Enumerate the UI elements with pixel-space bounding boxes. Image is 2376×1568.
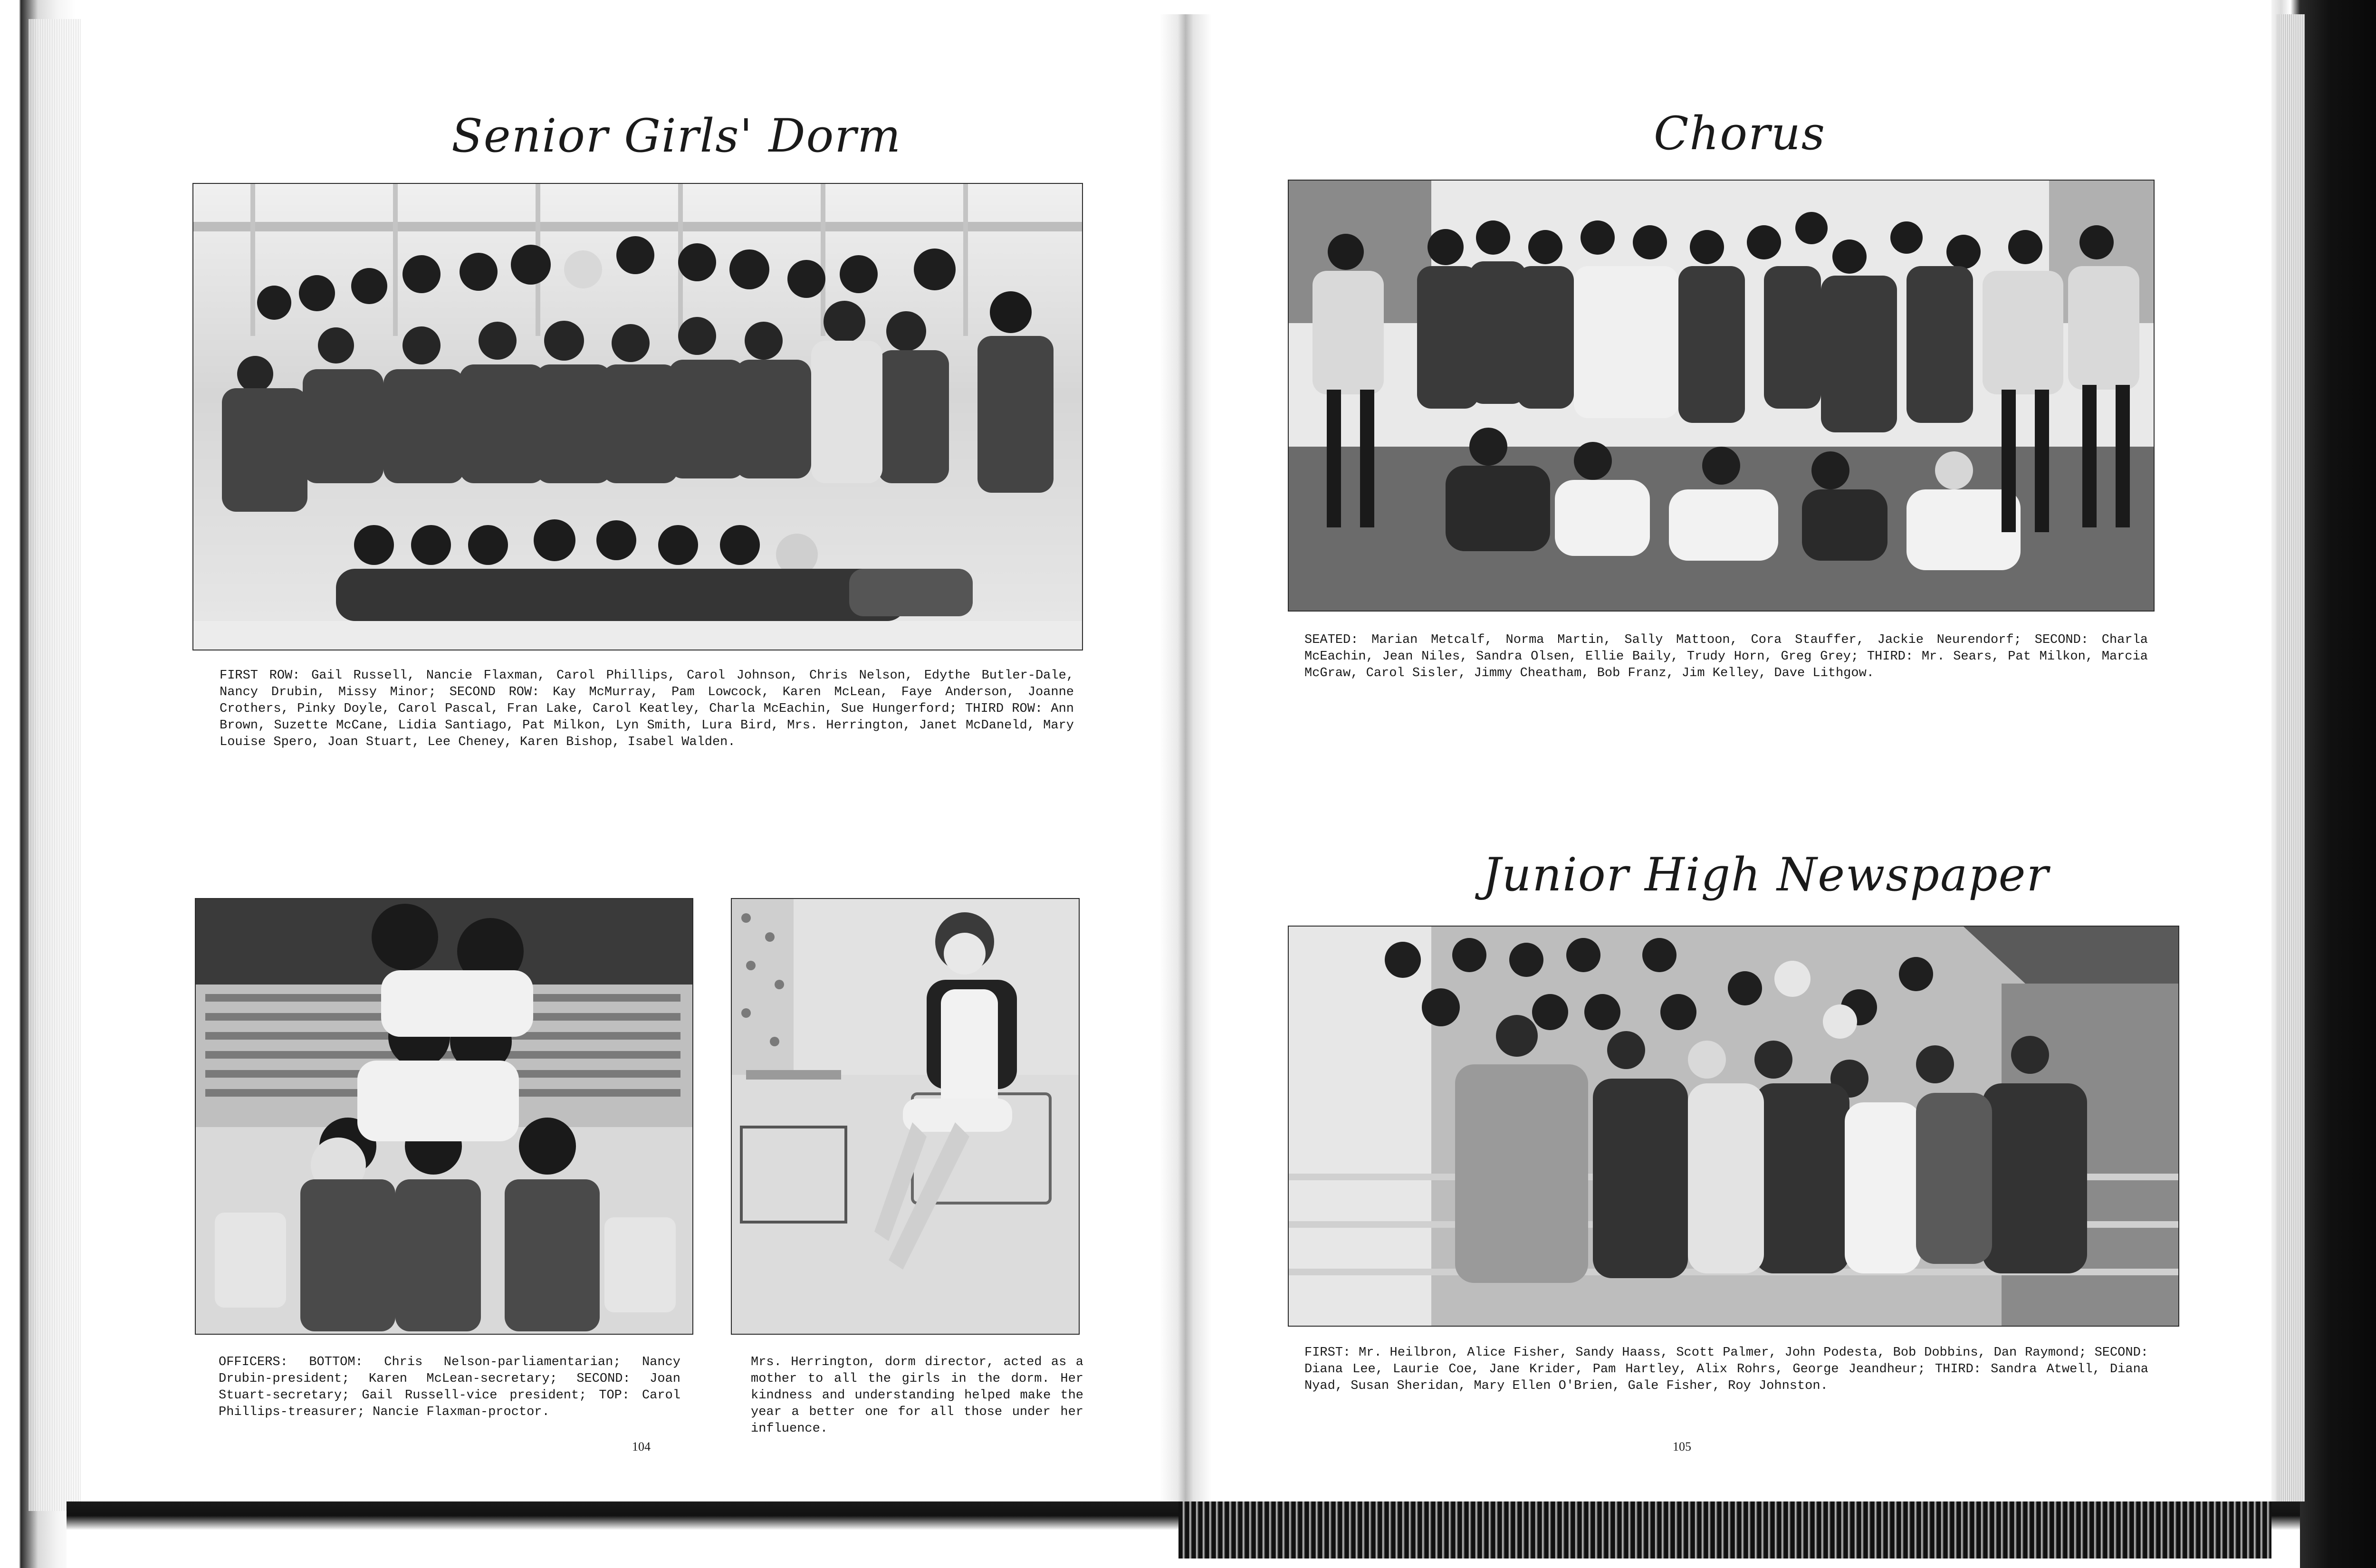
right-page-stack	[2276, 14, 2305, 1501]
junior-high-newspaper-photo	[1288, 926, 2179, 1327]
director-photo-image	[732, 899, 1079, 1334]
newspaper-caption: FIRST: Mr. Heilbron, Alice Fisher, Sandy Haass, Scott Palmer, John Podesta, Bob Dobbins, Dan Raymond; SECOND: Diana Lee, Laurie Coe, Jane Krider, Pam Hartley, Alix Rohrs, George Jeandheur; THIRD: Sandra Atwell, Diana Nyad, Susan Sheridan, Mary Ellen O'Brien, Gale Fisher, Roy Johnston.	[1304, 1346, 2148, 1393]
group-photo-caption: FIRST ROW: Gail Russell, Nancie Flaxman, Carol Phillips, Carol Johnson, Chris Nelson, Edythe Butler-Dale, Nancy Drubin, Missy Minor; SECOND ROW: Kay McMurray, Pam Lowcock, Karen McLean, Faye Anderson, Joanne Crothers, Pinky Doyle, Carol Pascal, Fran Lake, Carol Keatley, Charla McEachin, Sue Hungerford; THIRD ROW: Ann Brown, Suzette McCane, Lidia Santiago, Pat Milkon, Lyn Smith, Lura Bird, Mrs. Herrington, Janet McDaneld, Mary Louise Spero, Joan Stuart, Lee Cheney, Karen Bishop, Isabel Walden.	[220, 669, 1074, 749]
newspaper-photo-image	[1289, 927, 2178, 1326]
bottom-page-stack	[1178, 1501, 2271, 1558]
chorus-caption: SEATED: Marian Metcalf, Norma Martin, Sally Mattoon, Cora Stauffer, Jackie Neurendorf; SECOND: Charla McEachin, Jean Niles, Sandra Olsen, Ellie Baily, Trudy Horn, Greg Grey; THIRD: Mr. Sears, Pat Milkon, Marcia McGraw, Carol Sisler, Jimmy Cheatham, Bob Franz, Jim Kelley, Dave Lithgow.	[1304, 633, 2148, 680]
chorus-group-photo	[1288, 180, 2155, 612]
officers-photo-image	[196, 899, 692, 1334]
junior-high-newspaper-title: Junior High Newspaper	[1483, 848, 2050, 901]
chorus-photo-image	[1289, 181, 2154, 611]
director-caption: Mrs. Herrington, dorm director, acted as a mother to all the girls in the dorm. Her kindness and understanding helped make the year a better one for all those under her influence.	[751, 1355, 1083, 1436]
left-page-stack	[29, 19, 81, 1511]
dorm-director-photo	[731, 898, 1080, 1335]
page-number-left: 104	[632, 1440, 651, 1453]
senior-girls-dorm-group-photo	[192, 183, 1083, 650]
officers-caption: OFFICERS: BOTTOM: Chris Nelson-parliamentarian; Nancy Drubin-president; Karen McLean-secretary; SECOND: Joan Stuart-secretary; Gail Russell-vice president; TOP: Carol Phillips-treasurer; Nancie Flaxman-proctor.	[219, 1355, 680, 1419]
book-gutter	[1159, 14, 1212, 1511]
chorus-title: Chorus	[1654, 107, 1826, 160]
group-photo-image	[193, 184, 1082, 650]
page-number-right: 105	[1673, 1440, 1691, 1453]
dorm-officers-photo	[195, 898, 693, 1335]
senior-girls-dorm-title: Senior Girls' Dorm	[451, 109, 902, 163]
